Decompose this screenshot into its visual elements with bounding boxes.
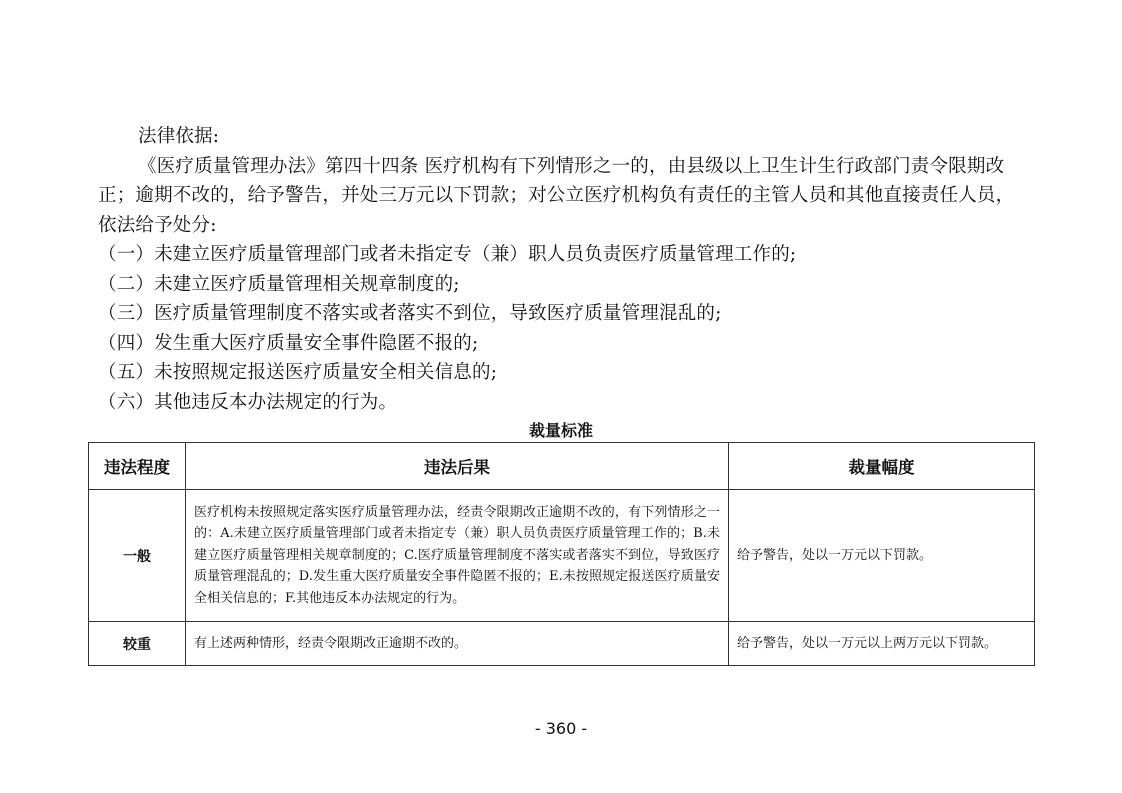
table-row [89, 622, 1035, 666]
header-violation-level: 违法程度 [89, 443, 186, 490]
table-row [89, 490, 1035, 622]
legal-basis-item-4: （四）发生重大医疗质量安全事件隐匿不报的; [98, 332, 479, 354]
row-consequence-cell: 有上述两种情形，经责令限期改正逾期不改的。 [186, 622, 729, 666]
legal-basis-item-6: （六）其他违反本办法规定的行为。 [98, 391, 398, 413]
table-header-row [89, 443, 1035, 490]
page-number: - 360 - [534, 719, 588, 738]
legal-basis-item-1: （一）未建立医疗质量管理部门或者未指定专（兼）职人员负责医疗质量管理工作的; [98, 244, 797, 265]
discretion-standard-table [88, 442, 1035, 666]
legal-basis-item-5: （五）未按照规定报送医疗质量安全相关信息的; [98, 362, 498, 383]
legal-basis-item-3: （三）医疗质量管理制度不落实或者落实不到位，导致医疗质量管理混乱的; [98, 303, 722, 324]
row-level-cell: 较重 [89, 622, 186, 666]
table-title: 裁量标准 [528, 421, 593, 440]
legal-basis-heading: 法律依据: [138, 126, 220, 147]
header-discretion-range: 裁量幅度 [729, 443, 1035, 490]
row-range-cell: 给予警告，处以一万元以下罚款。 [729, 490, 1035, 622]
legal-basis-item-2: （二）未建立医疗质量管理相关规章制度的; [98, 273, 460, 295]
row-consequence-cell: 医疗机构未按照规定落实医疗质量管理办法，经责令限期改正逾期不改的，有下列情形之一的：A.未建立医疗质量管理部门或者未指定专（兼）职人员负责医疗质量管理工作的；B.未建立医疗质量管理相关规章制度的；C.医疗质量管理制度不落实或者落实不到位，导致医疗质量管理混乱的；D.发生重大医疗质量安全事件隐匿不报的；E.未按照规定报送医疗质量安全相关信息的；F.其他违反本办法规定的行为。 [186, 490, 729, 622]
row-level-cell: 一般 [89, 490, 186, 622]
row-range-cell: 给予警告，处以一万元以上两万元以下罚款。 [729, 622, 1035, 666]
legal-basis-section [98, 122, 1028, 417]
legal-basis-article: 《医疗质量管理办法》第四十四条 医疗机构有下列情形之一的，由县级以上卫生计生行政部门责令限期改正；逾期不改的，给予警告，并处三万元以下罚款；对公立医疗机构负有责任的主管人员和其他直接责任人员，依法给予处分: [98, 155, 1015, 236]
header-violation-consequence: 违法后果 [186, 443, 729, 490]
